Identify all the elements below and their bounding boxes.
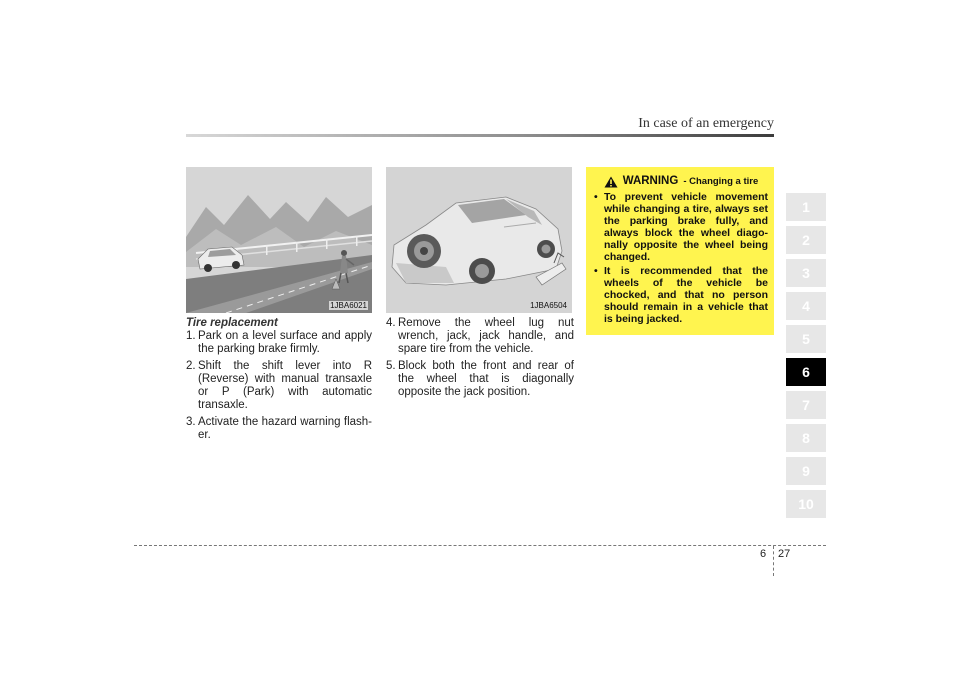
step-list — [386, 317, 574, 399]
bullet: • — [594, 191, 598, 203]
chapter-tab-6[interactable]: 6 — [786, 358, 826, 386]
warning-text: It is recommended that the wheels of the vehicle be chocked, and that no person should remain in a vehicle that is being jacked. — [604, 265, 768, 325]
list-item — [594, 191, 768, 263]
warning-box — [586, 167, 774, 335]
instructions-column-2 — [386, 317, 574, 403]
footer-page-number: 27 — [778, 548, 791, 560]
chapter-tab-7[interactable]: 7 — [786, 391, 826, 419]
list-item — [386, 317, 574, 356]
step-text: Shift the shift lever into R (Reverse) with manual transaxle or P (Park) with automatic transaxle. — [198, 360, 372, 411]
roadside-car-hazard-illustration — [186, 167, 372, 313]
instructions-column-1 — [186, 317, 372, 446]
list-item — [186, 416, 372, 442]
step-list — [186, 330, 372, 442]
figure-wheel-jack — [386, 167, 572, 313]
step-number: 2. — [186, 360, 196, 372]
warning-list — [594, 191, 768, 325]
warning-text: To prevent vehicle movement while changing a tire, always set the parking brake fully, and always block the wheel diago-nally opposite the wheel being changed. — [604, 191, 768, 263]
step-number: 1. — [186, 330, 196, 342]
warning-title: WARNING — [622, 175, 679, 187]
list-item — [386, 360, 574, 399]
warning-header — [594, 175, 768, 187]
step-text: Park on a level surface and apply the parking brake firmly. — [198, 330, 372, 355]
page-header-title: In case of an emergency — [638, 116, 774, 131]
header-rule — [186, 134, 774, 137]
figure-code: 1JBA6504 — [530, 301, 567, 310]
warning-triangle-icon — [604, 175, 618, 187]
figure-code: 1JBA6021 — [330, 301, 367, 310]
step-number: 4. — [386, 317, 396, 329]
warning-subtitle: - Changing a tire — [683, 175, 759, 187]
footer-rule — [134, 545, 826, 546]
list-item — [186, 330, 372, 356]
chapter-tab-2[interactable]: 2 — [786, 226, 826, 254]
list-item — [186, 360, 372, 412]
chapter-tab-5[interactable]: 5 — [786, 325, 826, 353]
chapter-tab-1[interactable]: 1 — [786, 193, 826, 221]
step-number: 5. — [386, 360, 396, 372]
list-item — [594, 265, 768, 325]
sedan-wheel-jack-illustration — [386, 167, 572, 313]
chapter-tab-4[interactable]: 4 — [786, 292, 826, 320]
step-number: 3. — [186, 416, 196, 428]
figure-roadside-hazard — [186, 167, 372, 313]
step-text: Block both the front and rear of the wheel that is diagonally opposite the jack position. — [398, 360, 574, 398]
chapter-tab-3[interactable]: 3 — [786, 259, 826, 287]
chapter-tab-9[interactable]: 9 — [786, 457, 826, 485]
chapter-tab-8[interactable]: 8 — [786, 424, 826, 452]
chapter-tabs — [786, 193, 826, 523]
footer-chapter-number: 6 — [760, 548, 767, 560]
chapter-tab-10[interactable]: 10 — [786, 490, 826, 518]
step-text: Activate the hazard warning flash-er. — [198, 416, 372, 441]
footer-divider — [773, 546, 774, 576]
step-text: Remove the wheel lug nut wrench, jack, jack handle, and spare tire from the vehicle. — [398, 317, 574, 355]
bullet: • — [594, 265, 598, 277]
section-title: Tire replacement — [186, 317, 278, 329]
